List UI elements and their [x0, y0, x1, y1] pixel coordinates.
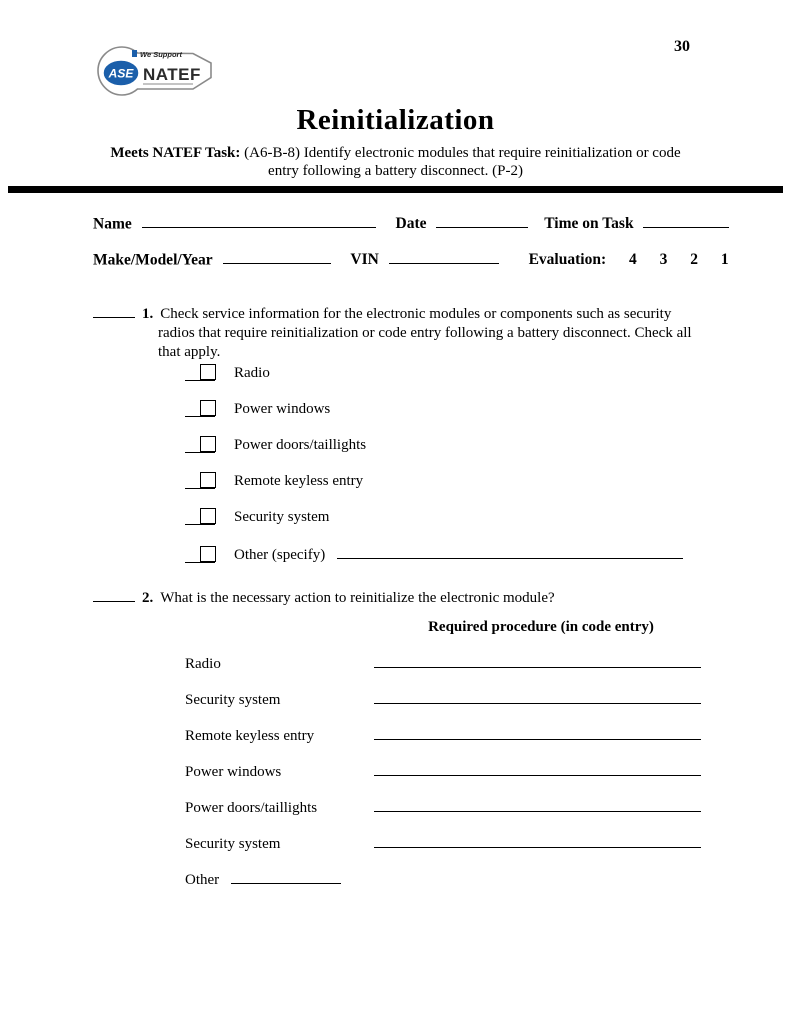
we-support-text: We Support [140, 50, 182, 59]
checkbox-box[interactable] [200, 472, 216, 488]
question-1 [93, 302, 701, 362]
option-row-other [185, 542, 683, 562]
option-row-power-windows [185, 398, 683, 418]
checkbox-underline [185, 380, 215, 381]
question-1-number: 1. [142, 305, 154, 322]
option-row-radio [185, 362, 683, 382]
procedure-field-security-1[interactable] [374, 688, 701, 704]
checkbox-underline [185, 452, 215, 453]
procedure-label-security-2: Security system [185, 835, 281, 852]
procedure-label-power-doors: Power doors/taillights [185, 799, 318, 816]
time-on-task-label: Time on Task [544, 215, 634, 233]
flag-icon [132, 50, 137, 57]
time-on-task-field[interactable] [643, 212, 729, 228]
option-label-power-doors: Power doors/taillights [234, 437, 367, 453]
question-2-text-block [93, 586, 743, 608]
procedure-field-other[interactable] [231, 868, 341, 884]
procedure-label-security-1: Security system [185, 691, 281, 708]
other-specify-field[interactable] [337, 542, 683, 559]
checkbox-power-windows[interactable] [185, 398, 215, 418]
question-1-score-line[interactable] [93, 302, 135, 318]
name-field[interactable] [142, 212, 376, 228]
procedure-label-remote-keyless: Remote keyless entry [185, 727, 315, 744]
vin-label: VIN [350, 251, 379, 269]
procedure-row-power-doors [185, 796, 701, 816]
date-field[interactable] [436, 212, 528, 228]
option-label-remote-keyless: Remote keyless entry [234, 473, 364, 489]
make-model-year-label: Make/Model/Year [93, 251, 213, 269]
checkbox-box[interactable] [200, 546, 216, 562]
checkbox-box[interactable] [200, 400, 216, 416]
procedure-label-power-windows: Power windows [185, 763, 282, 780]
procedure-row-other [185, 868, 701, 888]
checkbox-box[interactable] [200, 436, 216, 452]
procedure-row-remote-keyless [185, 724, 701, 744]
page-title: Reinitialization [296, 104, 495, 136]
checkbox-radio[interactable] [185, 362, 215, 382]
question-2-number: 2. [142, 589, 154, 606]
vin-field[interactable] [389, 248, 499, 264]
task-statement [0, 144, 791, 180]
question-2-text: What is the necessary action to reinitialize the electronic module? [160, 589, 555, 606]
natef-logo [90, 40, 218, 104]
procedure-row-power-windows [185, 760, 701, 780]
checkbox-security-system[interactable] [185, 506, 215, 526]
option-label-power-windows: Power windows [234, 401, 331, 417]
task-text-1: (A6-B-8) Identify electronic modules that require reinitialization or code [244, 145, 681, 161]
task-line-2: entry following a battery disconnect. (P-2) [268, 163, 523, 179]
option-row-power-doors [185, 434, 683, 454]
question-2 [93, 586, 743, 608]
question-1-options [185, 362, 683, 578]
checkbox-underline [185, 562, 215, 563]
procedure-field-power-doors[interactable] [374, 796, 701, 812]
make-model-year-field[interactable] [223, 248, 331, 264]
evaluation-value-2[interactable]: 2 [690, 251, 698, 269]
option-label-other: Other (specify) [234, 546, 326, 563]
evaluation-value-3[interactable]: 3 [659, 251, 668, 269]
question-2-score-line[interactable] [93, 586, 135, 602]
procedure-label-other: Other [185, 871, 220, 888]
option-label-security-system: Security system [234, 509, 330, 525]
procedure-field-power-windows[interactable] [374, 760, 701, 776]
ase-text: ASE [108, 66, 134, 81]
name-date-row [93, 212, 729, 233]
task-label: Meets NATEF Task: [110, 145, 241, 161]
checkbox-remote-keyless[interactable] [185, 470, 215, 490]
option-row-remote-keyless [185, 470, 683, 490]
evaluation-label: Evaluation: [528, 251, 607, 269]
make-vin-row [93, 248, 729, 269]
option-row-security-system [185, 506, 683, 526]
evaluation-value-4[interactable]: 4 [628, 251, 637, 269]
divider-rule [8, 186, 783, 193]
procedure-field-radio[interactable] [374, 652, 701, 668]
procedure-label-radio: Radio [185, 655, 221, 672]
natef-text: NATEF [143, 65, 201, 84]
task-line-1 [0, 144, 791, 162]
checkbox-underline [185, 488, 215, 489]
procedure-field-security-2[interactable] [374, 832, 701, 848]
evaluation-value-1[interactable]: 1 [720, 251, 729, 269]
procedure-row-security-1 [185, 688, 701, 708]
question-1-text-block [93, 302, 701, 362]
natef-logo-graphic [90, 40, 218, 104]
procedure-field-remote-keyless[interactable] [374, 724, 701, 740]
option-label-radio: Radio [234, 365, 270, 381]
checkbox-box[interactable] [200, 364, 216, 380]
page-number: 30 [674, 38, 690, 55]
name-label: Name [93, 215, 132, 233]
checkbox-box[interactable] [200, 508, 216, 524]
procedure-row-security-2 [185, 832, 701, 852]
checkbox-other[interactable] [185, 544, 215, 564]
question-2-rows [185, 652, 701, 904]
checkbox-power-doors[interactable] [185, 434, 215, 454]
question-1-text: Check service information for the electronic modules or components such as security radios that require reinitialization or code entry following a battery disconnect. Check all that apply. [158, 305, 692, 360]
procedure-row-radio [185, 652, 701, 672]
checkbox-underline [185, 416, 215, 417]
checkbox-underline [185, 524, 215, 525]
date-label: Date [395, 215, 427, 233]
procedure-column-header: Required procedure (in code entry) [428, 619, 654, 635]
